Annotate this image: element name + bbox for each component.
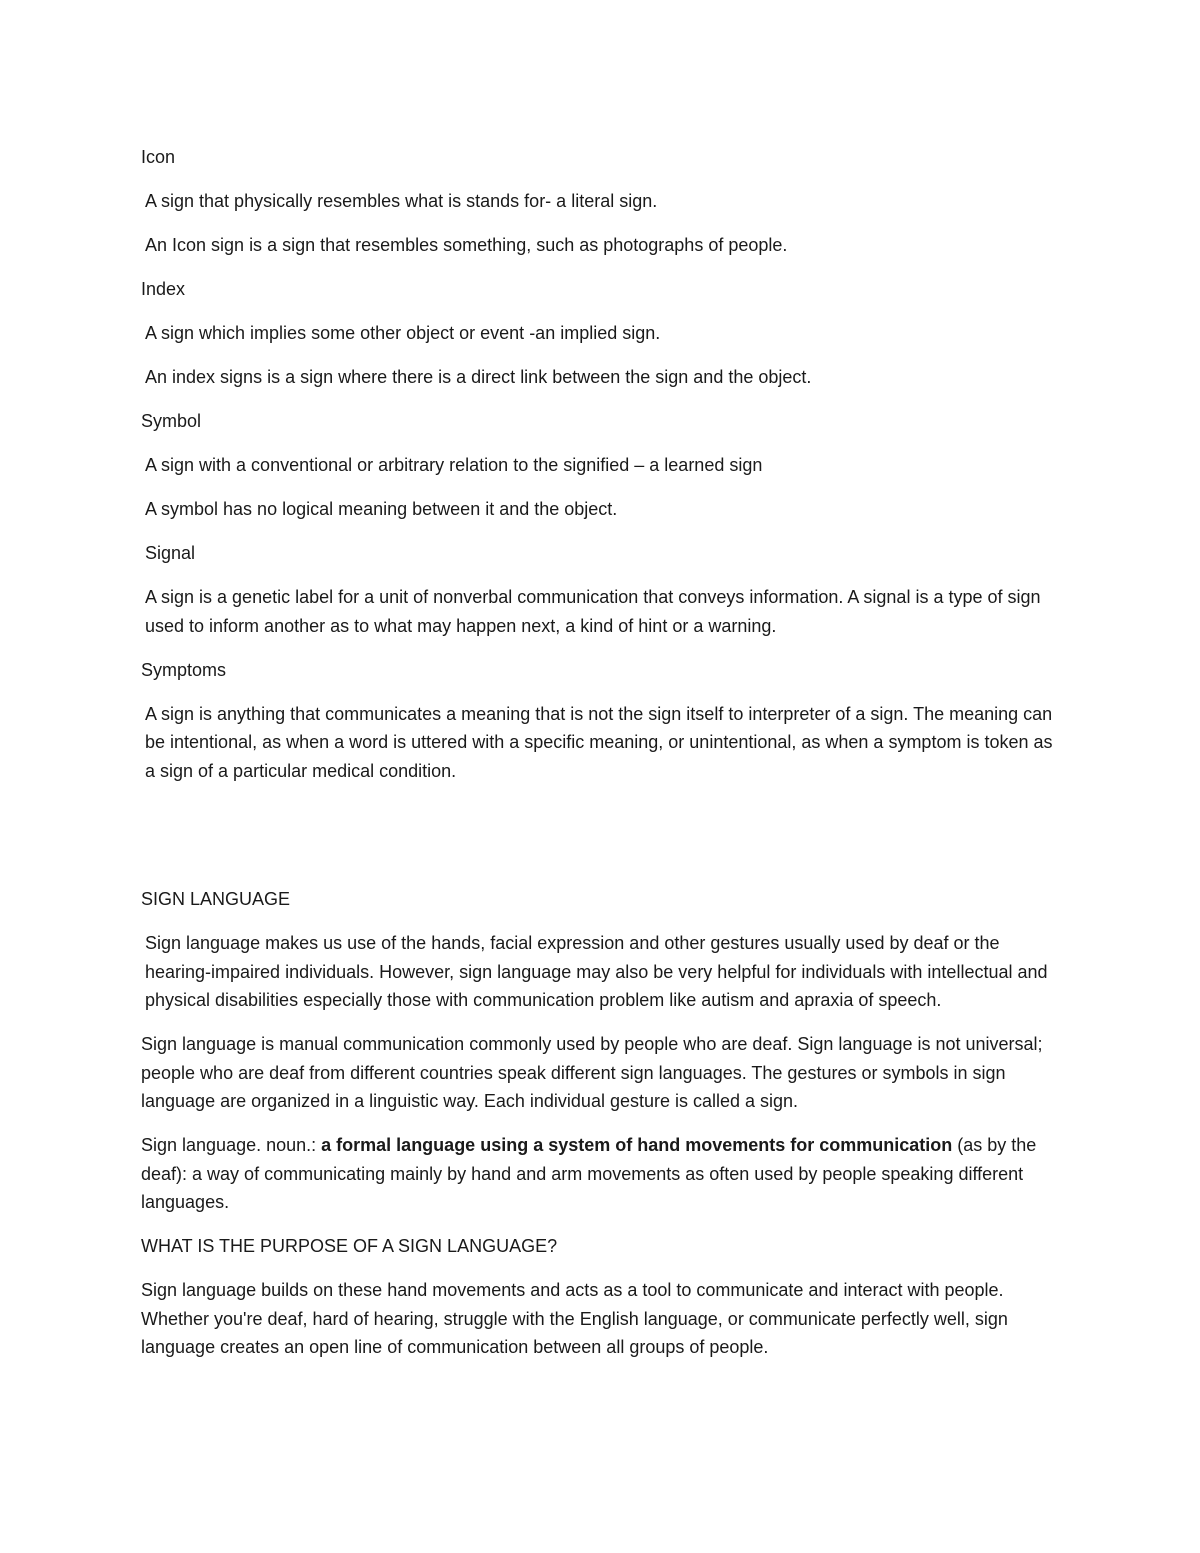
sign-language-definition (141, 1131, 1061, 1217)
heading-symbol: Symbol (141, 411, 202, 431)
heading-symptoms: Symptoms (141, 659, 227, 680)
heading-index: Index (141, 279, 186, 299)
heading-purpose: WHAT IS THE PURPOSE OF A SIGN LANGUAGE? (141, 1236, 558, 1256)
symptoms-paragraph: A sign is anything that communicates a meaning that is not the sign itself to interpreter of a sign. The meaning can be intentional, as when a word is uttered with a specific meaning, or unintentional, as when a symptom is token as a sign of a particular medical condition. (145, 703, 1058, 781)
sign-language-paragraph-1: Sign language makes us use of the hands, facial expression and other gestures usually used by deaf or the hearing-impaired individuals. However, sign language may also be very helpful for individuals with intellectual and physical disabilities especially those with communication problem like autism and apraxia of speech. (145, 933, 1053, 1010)
document-body (141, 143, 1061, 1362)
symbol-definition: A sign with a conventional or arbitrary relation to the signified – a learned sign (145, 455, 763, 475)
definition-bold-phrase: a formal language using a system of hand movements for communication (321, 1135, 953, 1155)
index-definition: A sign which implies some other object or event -an implied sign. (145, 323, 661, 343)
icon-example: An Icon sign is a sign that resembles something, such as photographs of people. (145, 235, 788, 255)
heading-signal: Signal (145, 543, 196, 563)
icon-definition: A sign that physically resembles what is stands for- a literal sign. (145, 191, 658, 211)
signal-paragraph: A sign is a genetic label for a unit of nonverbal communication that conveys information. A signal is a type of sign used to inform another as to what may happen next, a kind of hint or a warning. (145, 587, 1046, 636)
symbol-example: A symbol has no logical meaning between it and the object. (145, 499, 618, 519)
sign-language-paragraph-2: Sign language is manual communication commonly used by people who are deaf. Sign language is not universal; people who are deaf from different countries speak different sign languages. The gestures or symbols in sign language are organized in a linguistic way. Each individual gesture is called a sign. (141, 1034, 1048, 1111)
index-example: An index signs is a sign where there is a direct link between the sign and the object. (145, 367, 812, 387)
heading-sign-language: SIGN LANGUAGE (141, 889, 291, 909)
definition-lead: Sign language. noun.: (141, 1135, 322, 1155)
definition-rest: (as by the deaf): a way of communicating mainly by hand and arm movements as often used by people speaking different languages. (141, 1135, 1042, 1212)
heading-icon: Icon (141, 147, 176, 167)
purpose-paragraph: Sign language builds on these hand movements and acts as a tool to communicate and interact with people. Whether you're deaf, hard of hearing, struggle with the English language, or communicate perfectly well, sign language creates an open line of communication between all groups of people. (141, 1280, 1013, 1357)
